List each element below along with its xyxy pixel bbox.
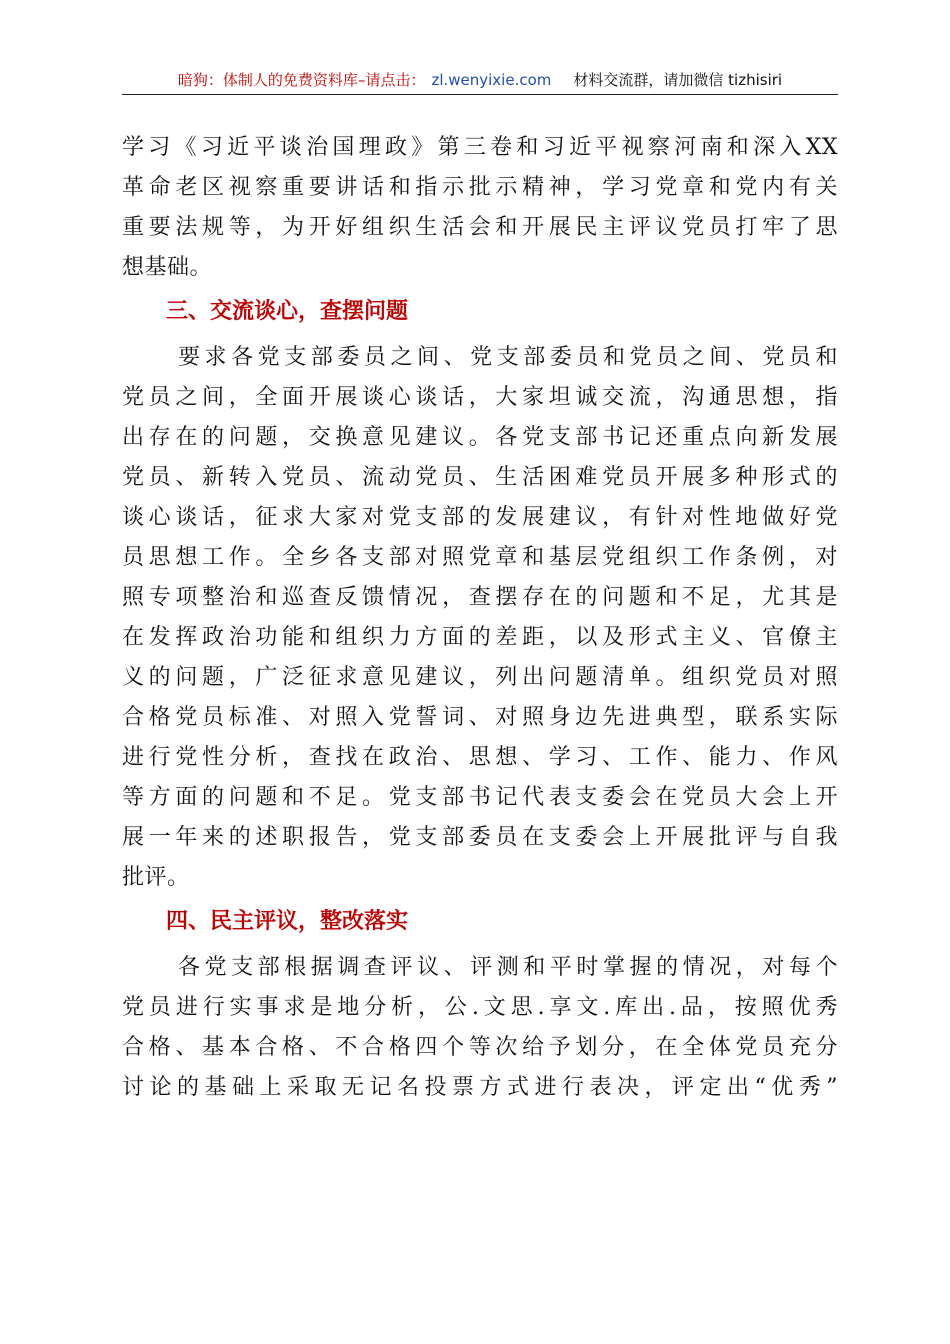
paragraph-line: 在发挥政治功能和组织力方面的差距，以及形式主义、官僚主 bbox=[122, 625, 838, 650]
paragraph-line: 党员进行实事求是地分析，公.文思.享文.库出.品，按照优秀 bbox=[122, 995, 838, 1020]
paragraph-line: 展一年来的述职报告，党支部委员在支委会上开展批评与自我 bbox=[122, 825, 838, 850]
paragraph-line: 义的问题，广泛征求意见建议，列出问题清单。组织党员对照 bbox=[122, 665, 838, 690]
paragraph-line: 讨论的基础上采取无记名投票方式进行表决，评定出“优秀” bbox=[122, 1075, 838, 1100]
header-click-prompt: –请点击： bbox=[357, 71, 426, 89]
paragraph-line: 等方面的问题和不足。党支部书记代表支委会在党员大会上开 bbox=[122, 785, 838, 810]
paragraph-line: 革命老区视察重要讲话和指示批示精神，学习党章和党内有关 bbox=[122, 175, 838, 200]
header-url-link[interactable]: zl.wenyixie.com bbox=[431, 71, 552, 89]
paragraph-line: 合格党员标准、对照入党誓词、对照身边先进典型，联系实际 bbox=[122, 705, 838, 730]
paragraph-line: 员思想工作。全乡各支部对照党章和基层党组织工作条例，对 bbox=[122, 545, 838, 570]
paragraph-line: 想基础。 bbox=[122, 255, 213, 280]
paragraph-line: 谈心谈话，征求大家对党支部的发展建议，有针对性地做好党 bbox=[122, 505, 838, 530]
paragraph-line: 进行党性分析，查找在政治、思想、学习、工作、能力、作风 bbox=[122, 745, 838, 770]
paragraph-line: 学习《习近平谈治国理政》第三卷和习近平视察河南和深入XX bbox=[122, 135, 838, 160]
section-heading-4: 四、民主评议，整改落实 bbox=[166, 909, 409, 934]
paragraph-line: 要求各党支部委员之间、党支部委员和党员之间、党员和 bbox=[178, 345, 838, 370]
paragraph-line: 出存在的问题，交换意见建议。各党支部书记还重点向新发展 bbox=[122, 425, 838, 450]
section-heading-3: 三、交流谈心，查摆问题 bbox=[166, 299, 409, 324]
header-brand: 暗狗：体制人的免费资料库 bbox=[177, 71, 358, 89]
paragraph-line: 批评。 bbox=[122, 865, 190, 890]
paragraph-line: 党员、新转入党员、流动党员、生活困难党员开展多种形式的 bbox=[122, 465, 838, 490]
paragraph-continued bbox=[122, 128, 838, 288]
page-header bbox=[122, 66, 838, 95]
paragraph-line: 各党支部根据调查评议、评测和平时掌握的情况，对每个 bbox=[178, 955, 838, 980]
paragraph-line: 合格、基本合格、不合格四个等次给予划分，在全体党员充分 bbox=[122, 1035, 838, 1060]
paragraph-line: 党员之间，全面开展谈心谈话，大家坦诚交流，沟通思想，指 bbox=[122, 385, 838, 410]
section-4-paragraph bbox=[122, 948, 838, 1108]
section-3-paragraph bbox=[122, 338, 838, 898]
document-body bbox=[122, 128, 838, 1108]
header-group-note: 材料交流群，请加微信 tizhisiri bbox=[573, 71, 783, 89]
paragraph-line: 重要法规等，为开好组织生活会和开展民主评议党员打牢了思 bbox=[122, 215, 838, 240]
paragraph-line: 照专项整治和巡查反馈情况，查摆存在的问题和不足，尤其是 bbox=[122, 585, 838, 610]
